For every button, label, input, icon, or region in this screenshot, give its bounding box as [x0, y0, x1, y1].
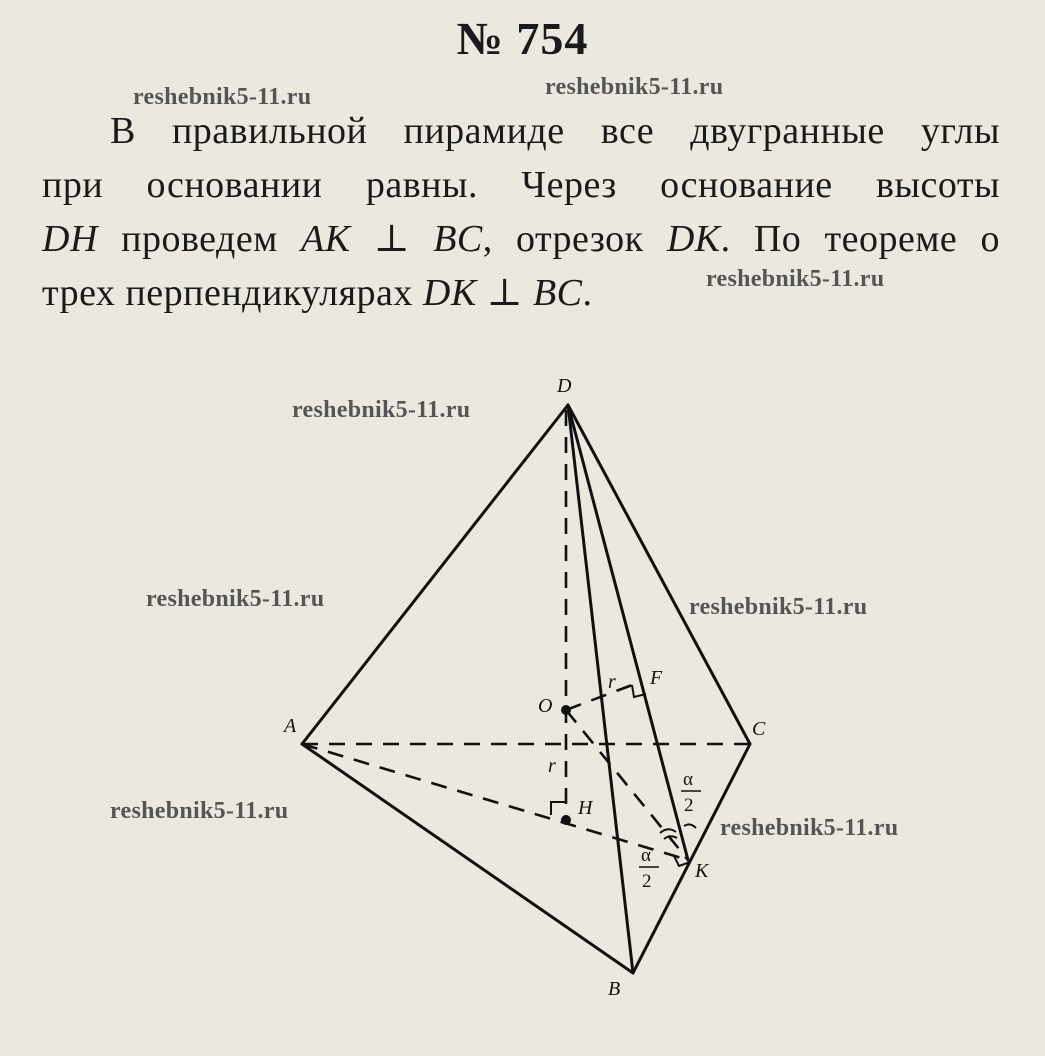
label-K: K [695, 860, 709, 882]
watermark: reshebnik5-11.ru [689, 594, 868, 620]
right-angle-H [551, 802, 566, 815]
label-C: C [752, 718, 766, 740]
fraction-alpha-half-upper [681, 769, 701, 816]
fraction-numerator: α [641, 845, 651, 866]
fraction-numerator: α [683, 769, 693, 790]
watermark: reshebnik5-11.ru [110, 798, 289, 824]
text-segment: ⊥ [350, 218, 434, 260]
watermark: reshebnik5-11.ru [133, 84, 312, 110]
watermark: reshebnik5-11.ru [706, 266, 885, 292]
watermark: reshebnik5-11.ru [146, 586, 325, 612]
math-segment: BC [532, 272, 583, 314]
math-segment: DK [666, 218, 721, 260]
text-segment: ⊥ [476, 272, 533, 314]
math-segment: AK [300, 218, 351, 260]
label-H: H [578, 797, 593, 819]
angle-arc-3 [684, 824, 696, 828]
label-r-OF: r [608, 671, 616, 693]
text-segment: трех перпендикулярах [42, 272, 423, 314]
label-r-OH: r [548, 755, 556, 777]
edge-AB [302, 744, 633, 973]
paragraph-line-2: при основании равны. Через основание высоты [42, 164, 1000, 206]
fraction-alpha-half-lower [639, 845, 659, 892]
point-H [561, 815, 571, 825]
text-segment: . По теореме о [720, 218, 1000, 260]
label-B: B [608, 978, 621, 1000]
paragraph-line-1: В правильной пирамиде все двугранные углы [110, 110, 1000, 152]
text-segment: , отрезок [482, 218, 667, 260]
watermark: reshebnik5-11.ru [292, 397, 471, 423]
text-segment: . [582, 272, 593, 314]
math-segment: DH [42, 218, 98, 260]
segment-AK [302, 744, 688, 860]
watermark: reshebnik5-11.ru [545, 74, 724, 100]
edge-DA [302, 405, 568, 744]
point-O [561, 705, 571, 715]
math-segment: BC [433, 218, 483, 260]
edge-DC [568, 405, 750, 744]
watermark: reshebnik5-11.ru [720, 815, 899, 841]
label-D: D [557, 375, 572, 397]
fraction-denominator: 2 [642, 871, 652, 892]
text-segment: проведем [97, 218, 301, 260]
math-segment: DK [422, 272, 477, 314]
fraction-denominator: 2 [684, 795, 694, 816]
label-F: F [650, 667, 663, 689]
problem-number: № 754 [456, 13, 589, 64]
segment-DK [568, 405, 688, 860]
label-A: A [284, 715, 297, 737]
angle-arc-1 [660, 829, 676, 833]
label-O: O [538, 695, 553, 717]
